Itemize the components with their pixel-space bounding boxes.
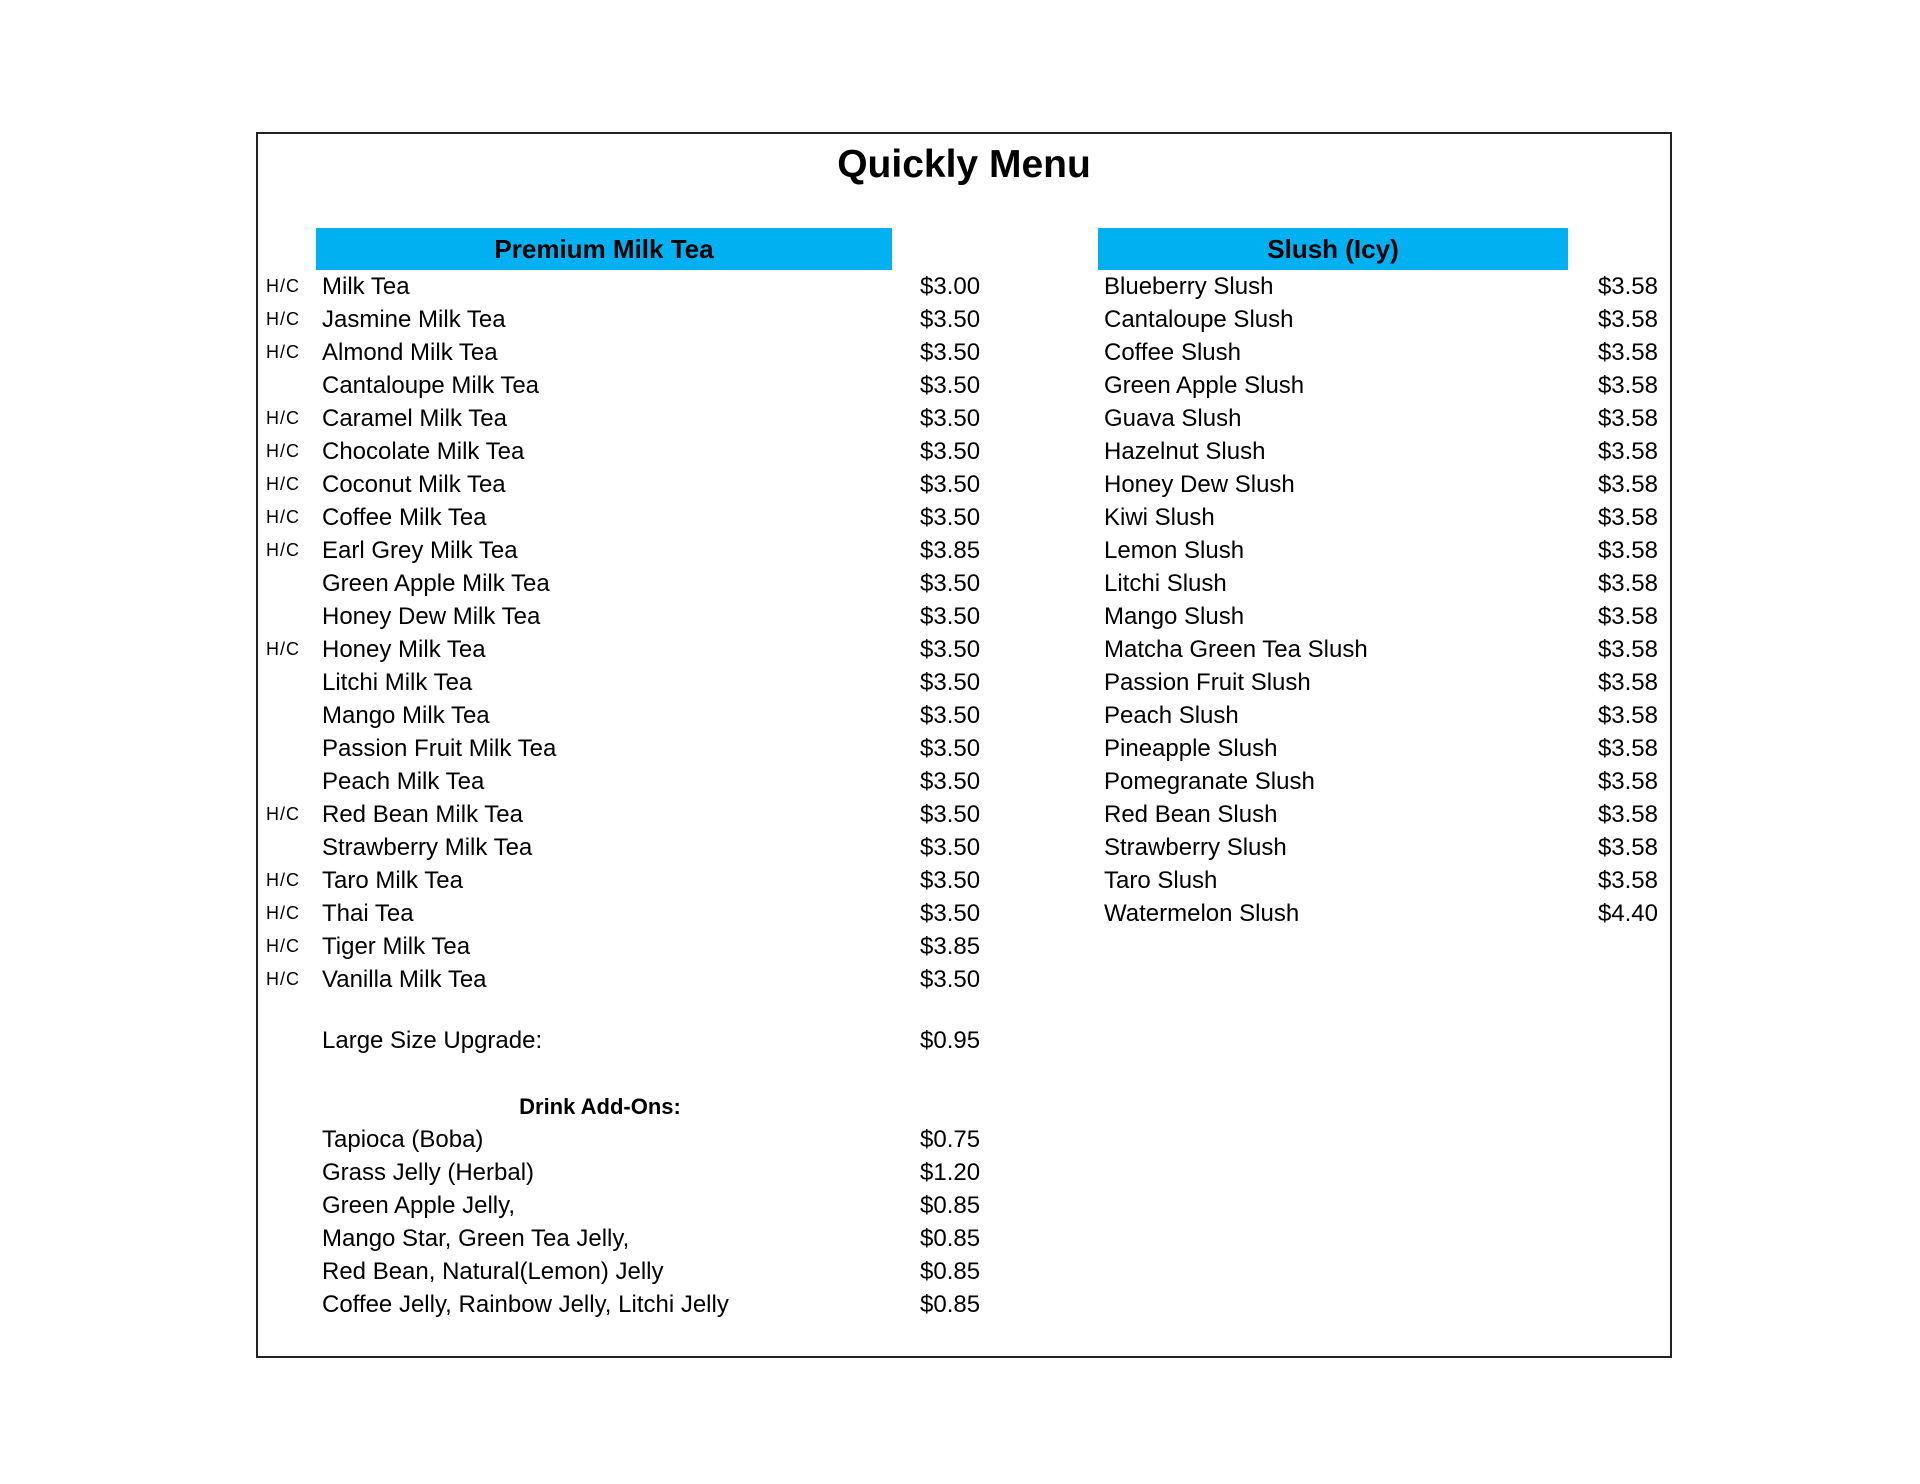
list-item (266, 1156, 986, 1189)
item-name: Chocolate Milk Tea (322, 438, 525, 465)
list-item (266, 1189, 986, 1222)
item-price: $3.50 (920, 471, 981, 498)
item-price: $3.58 (1597, 867, 1658, 894)
item-name: Matcha Green Tea Slush (1104, 636, 1368, 663)
item-name: Caramel Milk Tea (322, 405, 507, 432)
addon-name: Green Apple Jelly, (322, 1192, 515, 1219)
upgrade-label: Large Size Upgrade: (322, 1027, 543, 1054)
milk-tea-header: Premium Milk Tea (316, 228, 892, 270)
list-item (1098, 402, 1658, 435)
item-price: $3.58 (1597, 537, 1658, 564)
item-price: $3.58 (1597, 471, 1658, 498)
list-item (266, 567, 986, 600)
item-price: $3.50 (920, 372, 981, 399)
list-item (266, 732, 986, 765)
item-name: Strawberry Milk Tea (322, 834, 533, 861)
item-name: Taro Milk Tea (322, 867, 463, 894)
item-name: Earl Grey Milk Tea (322, 537, 518, 564)
item-name: Honey Milk Tea (322, 636, 486, 663)
item-name: Passion Fruit Milk Tea (322, 735, 557, 762)
item-price: $3.58 (1597, 834, 1658, 861)
upgrade-row (266, 1024, 986, 1057)
list-item (266, 798, 986, 831)
item-price: $3.58 (1597, 603, 1658, 630)
item-price: $3.50 (920, 669, 981, 696)
list-item (266, 864, 986, 897)
item-price: $3.50 (920, 438, 981, 465)
list-item (266, 666, 986, 699)
hot-cold-marker: H/C (266, 870, 300, 890)
item-price: $3.50 (920, 735, 981, 762)
item-price: $3.50 (920, 966, 981, 993)
list-item (266, 1123, 986, 1156)
list-item (266, 831, 986, 864)
list-item (1098, 864, 1658, 897)
list-item (266, 435, 986, 468)
hot-cold-marker: H/C (266, 969, 300, 989)
item-name: Blueberry Slush (1104, 273, 1274, 300)
item-name: Honey Dew Slush (1104, 471, 1295, 498)
list-item (266, 303, 986, 336)
list-item (1098, 270, 1658, 303)
milk-tea-list (266, 270, 986, 996)
list-item (266, 270, 986, 303)
list-item (266, 633, 986, 666)
item-price: $3.50 (920, 339, 981, 366)
list-item (1098, 699, 1658, 732)
list-item (266, 501, 986, 534)
list-item (266, 1222, 986, 1255)
item-name: Green Apple Milk Tea (322, 570, 550, 597)
item-name: Guava Slush (1104, 405, 1242, 432)
item-name: Almond Milk Tea (322, 339, 498, 366)
slush-header: Slush (Icy) (1098, 228, 1568, 270)
item-name: Milk Tea (322, 273, 410, 300)
list-item (266, 336, 986, 369)
item-name: Taro Slush (1104, 867, 1218, 894)
addon-price: $0.85 (920, 1291, 981, 1318)
item-name: Honey Dew Milk Tea (322, 603, 541, 630)
item-price: $3.58 (1597, 768, 1658, 795)
list-item (1098, 798, 1658, 831)
item-name: Pineapple Slush (1104, 735, 1278, 762)
large-size-upgrade (266, 1024, 986, 1057)
list-item (1098, 831, 1658, 864)
item-price: $3.50 (920, 603, 981, 630)
addon-name: Mango Star, Green Tea Jelly, (322, 1225, 630, 1252)
list-item (266, 1288, 986, 1321)
item-name: Thai Tea (322, 900, 414, 927)
item-name: Coffee Milk Tea (322, 504, 487, 531)
addon-name: Red Bean, Natural(Lemon) Jelly (322, 1258, 664, 1285)
item-price: $3.58 (1597, 504, 1658, 531)
item-price: $3.50 (920, 306, 981, 333)
item-price: $3.50 (920, 900, 981, 927)
list-item (266, 963, 986, 996)
list-item (1098, 501, 1658, 534)
item-name: Watermelon Slush (1104, 900, 1300, 927)
page-title: Quickly Menu (837, 143, 1091, 186)
item-price: $4.40 (1597, 900, 1658, 927)
list-item (1098, 600, 1658, 633)
item-price: $3.58 (1597, 306, 1658, 333)
item-name: Tiger Milk Tea (322, 933, 471, 960)
item-price: $3.50 (920, 570, 981, 597)
item-price: $3.58 (1597, 735, 1658, 762)
addon-price: $1.20 (920, 1159, 981, 1186)
item-price: $3.58 (1597, 669, 1658, 696)
item-name: Mango Milk Tea (322, 702, 490, 729)
item-price: $3.58 (1597, 405, 1658, 432)
hot-cold-marker: H/C (266, 408, 300, 428)
item-price: $3.50 (920, 867, 981, 894)
item-price: $3.50 (920, 834, 981, 861)
item-price: $3.58 (1597, 339, 1658, 366)
item-price: $3.50 (920, 702, 981, 729)
item-price: $3.58 (1597, 273, 1658, 300)
item-name: Passion Fruit Slush (1104, 669, 1311, 696)
addon-price: $0.85 (920, 1192, 981, 1219)
item-name: Peach Slush (1104, 702, 1239, 729)
list-item (1098, 666, 1658, 699)
list-item (266, 1255, 986, 1288)
addons-heading: Drink Add-Ons: (519, 1094, 681, 1119)
list-item (266, 402, 986, 435)
item-name: Coffee Slush (1104, 339, 1241, 366)
list-item (1098, 369, 1658, 402)
list-item (266, 699, 986, 732)
upgrade-price: $0.95 (920, 1027, 981, 1054)
item-name: Hazelnut Slush (1104, 438, 1266, 465)
addon-name: Grass Jelly (Herbal) (322, 1159, 535, 1186)
list-item (1098, 567, 1658, 600)
item-price: $3.58 (1597, 636, 1658, 663)
list-item (1098, 765, 1658, 798)
hot-cold-marker: H/C (266, 804, 300, 824)
item-name: Green Apple Slush (1104, 372, 1305, 399)
item-name: Jasmine Milk Tea (322, 306, 506, 333)
hot-cold-marker: H/C (266, 342, 300, 362)
item-price: $3.50 (920, 768, 981, 795)
hot-cold-marker: H/C (266, 276, 300, 296)
item-price: $3.50 (920, 504, 981, 531)
list-item (1098, 435, 1658, 468)
list-item (266, 930, 986, 963)
list-item (1098, 336, 1658, 369)
item-price: $3.58 (1597, 801, 1658, 828)
item-price: $3.85 (920, 537, 981, 564)
list-item (266, 765, 986, 798)
item-name: Coconut Milk Tea (322, 471, 506, 498)
item-price: $3.00 (920, 273, 981, 300)
list-item (1098, 468, 1658, 501)
item-name: Vanilla Milk Tea (322, 966, 487, 993)
list-item (1098, 897, 1658, 930)
item-price: $3.85 (920, 933, 981, 960)
item-name: Pomegranate Slush (1104, 768, 1315, 795)
addon-name: Coffee Jelly, Rainbow Jelly, Litchi Jelly (322, 1291, 729, 1318)
list-item (1098, 732, 1658, 765)
hot-cold-marker: H/C (266, 441, 300, 461)
drink-add-ons (266, 1090, 986, 1321)
slush-list (1098, 270, 1658, 930)
item-name: Strawberry Slush (1104, 834, 1287, 861)
item-name: Peach Milk Tea (322, 768, 485, 795)
list-item (1098, 633, 1658, 666)
list-item (1098, 534, 1658, 567)
item-name: Cantaloupe Milk Tea (322, 372, 540, 399)
item-price: $3.58 (1597, 372, 1658, 399)
item-name: Lemon Slush (1104, 537, 1245, 564)
item-name: Cantaloupe Slush (1104, 306, 1294, 333)
addon-name: Tapioca (Boba) (322, 1126, 484, 1153)
hot-cold-marker: H/C (266, 309, 300, 329)
hot-cold-marker: H/C (266, 507, 300, 527)
hot-cold-marker: H/C (266, 936, 300, 956)
hot-cold-marker: H/C (266, 540, 300, 560)
item-name: Kiwi Slush (1104, 504, 1215, 531)
item-price: $3.50 (920, 405, 981, 432)
item-name: Red Bean Milk Tea (322, 801, 523, 828)
item-price: $3.58 (1597, 438, 1658, 465)
item-name: Mango Slush (1104, 603, 1245, 630)
list-item (266, 600, 986, 633)
hot-cold-marker: H/C (266, 474, 300, 494)
addon-price: $0.75 (920, 1126, 981, 1153)
item-price: $3.58 (1597, 570, 1658, 597)
hot-cold-marker: H/C (266, 639, 300, 659)
addon-price: $0.85 (920, 1225, 981, 1252)
hot-cold-marker: H/C (266, 903, 300, 923)
item-price: $3.58 (1597, 702, 1658, 729)
list-item (266, 468, 986, 501)
item-name: Litchi Milk Tea (322, 669, 473, 696)
addon-price: $0.85 (920, 1258, 981, 1285)
list-item (266, 369, 986, 402)
list-item (266, 897, 986, 930)
item-price: $3.50 (920, 801, 981, 828)
item-name: Litchi Slush (1104, 570, 1227, 597)
list-item (1098, 303, 1658, 336)
item-name: Red Bean Slush (1104, 801, 1278, 828)
item-price: $3.50 (920, 636, 981, 663)
list-item (266, 534, 986, 567)
